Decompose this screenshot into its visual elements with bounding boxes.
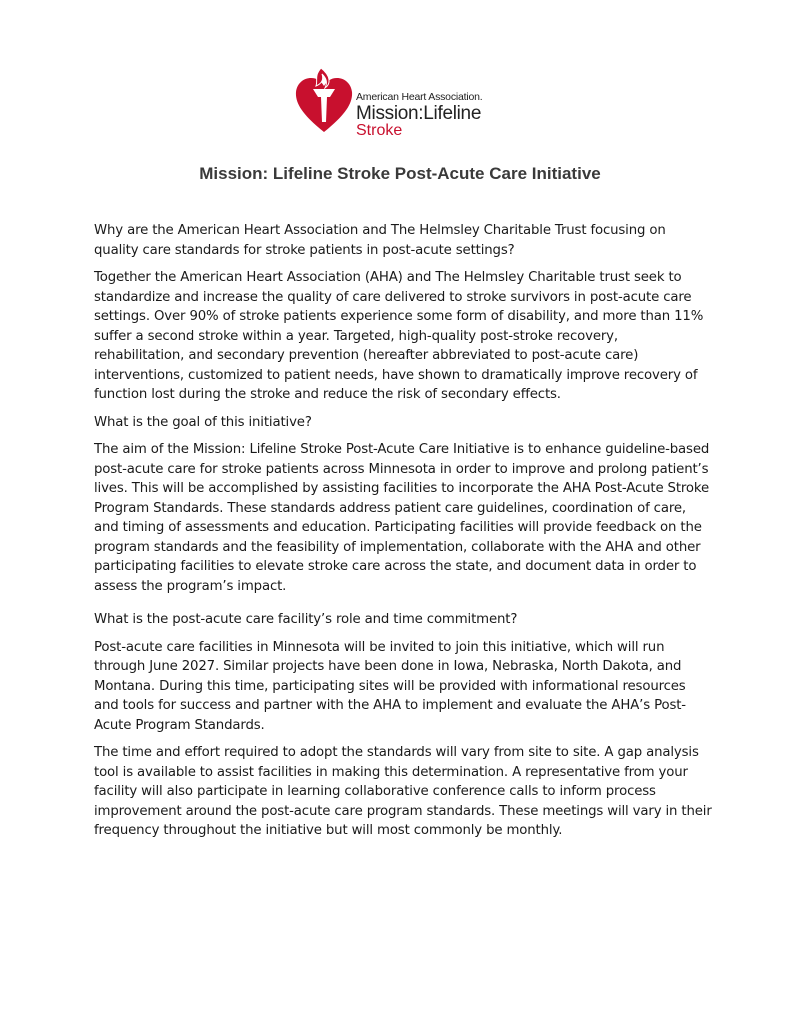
page-title: Mission: Lifeline Stroke Post-Acute Care Initiative — [199, 164, 601, 183]
answer-role: Post-acute care facilities in Minnesota will be invited to join this initiative, which will run through June 2027. Similar projects have been done in Iowa, Nebraska, North Dakota, and Montana. During this time, participating sites will be provided with informational resources and tools for success and partner with the AHA to implement and evaluate the AHA’s Post-Acute Program Standards. — [94, 639, 686, 733]
document-body — [94, 221, 712, 849]
question-role: What is the post-acute care facility’s role and time commitment? — [94, 612, 518, 627]
answer-goal: The aim of the Mission: Lifeline Stroke Post-Acute Care Initiative is to enhance guideline-based post-acute care for stroke patients across Minnesota in order to improve and prolong patient’s lives. This will be accomplished by assisting facilities to incorporate the AHA Post-Acute Stroke Program Standards. These standards address patient care guidelines, coordination of care, and timing of assessments and education. Participating facilities will provide feedback on the program standards and the feasibility of implementation, collaborate with the AHA and other participating facilities to elevate stroke care across the state, and document data in order to assess the program’s impact. — [94, 442, 710, 594]
program-name: Mission:Lifeline — [356, 102, 482, 124]
question-goal: What is the goal of this initiative? — [94, 414, 312, 430]
heart-torch-icon — [294, 66, 354, 136]
org-name: American Heart Association. — [356, 91, 483, 103]
answer-time-effort: The time and effort required to adopt the standards will vary from site to site. A gap analysis tool is available to assist facilities in making this determination. A representative from your facility will also participate in learning collaborative conference calls to inform process improvement around the post-acute care program standards. These meetings will vary in their frequency throughout the initiative but will most commonly be monthly. — [94, 745, 712, 838]
program-subtitle: Stroke — [356, 121, 403, 139]
answer-why-focus: Together the American Heart Association (AHA) and The Helmsley Charitable trust seek to standardize and increase the quality of care delivered to stroke survivors in post-acute care settings. Over 90% of stroke patients experience some form of disability, and more than 11% suffer a second stroke within a year. Targeted, high-quality post-stroke recovery, rehabilitation, and secondary prevention (hereafter abbreviated to post-acute care) interventions, customized to patient needs, have shown to dramatically improve recovery of function lost during the stroke and reduce the risk of secondary effects. — [94, 270, 704, 402]
question-why-focus: Why are the American Heart Association and The Helmsley Charitable Trust focusing on quality care standards for stroke patients in post-acute settings? — [94, 223, 666, 258]
mission-lifeline-stroke-logo — [294, 66, 514, 146]
